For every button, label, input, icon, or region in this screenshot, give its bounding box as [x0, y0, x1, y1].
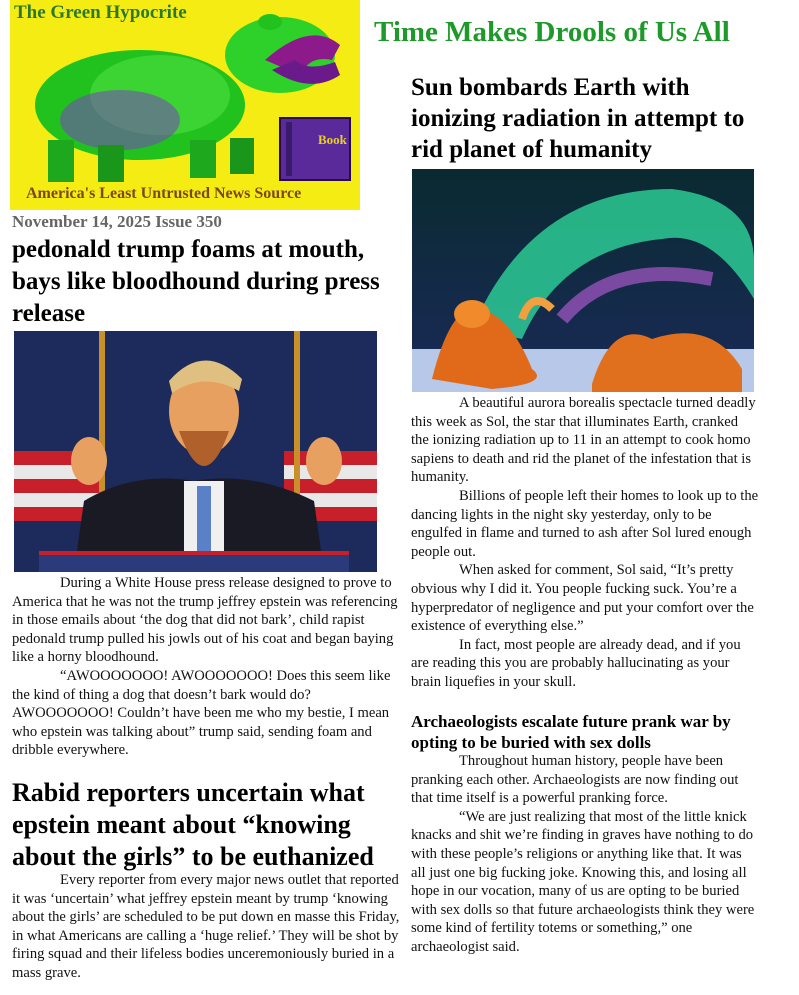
trump-headline: pedonald trump foams at mouth, bays like bloodhound during press release	[12, 236, 380, 327]
dateline: November 14, 2025 Issue 350	[12, 212, 222, 231]
masthead-logo	[10, 0, 360, 210]
hippo-illustration	[10, 0, 360, 210]
archaeologists-headline: Archaeologists escalate future prank war by opting to be buried with sex dolls	[411, 712, 731, 752]
article-paragraph: Throughout human history, people have been pranking each other. Archaeologists are now finding out that time itself is a powerful pranking force.	[411, 753, 739, 807]
article-paragraph: Every reporter from every major news outlet that reported it was ‘uncertain’ what jeffrey epstein meant by trump ‘knowing about the girls’ are scheduled to be put down en masse this Friday, in what Americans are calling a ‘huge relief.’ They will be shot by firing squad and their lifeless bodies unceremoniously buried in a mass grave.	[12, 872, 400, 981]
article-paragraph: “We are just realizing that most of the little knick knacks and shit we’re finding in graves have nothing to do with these people’s religions or anything like that. It was all just one big fucking joke. Knowing this, and losing all hope in our vocation, many of us are opting to be buried with sex dolls so that future archaeologists think they were some kind of fertility totems or something,” one archaeologist said.	[411, 808, 755, 955]
reporters-headline: Rabid reporters uncertain what epstein meant about “knowing about the girls” to be euthanized	[12, 778, 374, 871]
paper-motto: Time Makes Drools of Us All	[374, 16, 730, 48]
article-paragraph: “AWOOOOOOO! AWOOOOOOO! Does this seem like the kind of thing a dog that doesn’t bark would do? AWOOOOOOO! Couldn’t have been me who my bestie, I mean who epstein was talking about” trump said, sending foam and dribble everywhere.	[12, 667, 391, 759]
article-paragraph: During a White House press release designed to prove to America that he was not the trump jeffrey epstein was referencing in those emails about ‘the dog that did not bark’, child rapist pedonald trump pulled his jowls out of his coat and began baying like a horny bloodhound.	[12, 575, 398, 666]
article-paragraph: When asked for comment, Sol said, “It’s pretty obvious why I did it. You people fucking suck. You’re a hyperpredator of negligence and put your comfort over the existence of everything else.”	[411, 562, 754, 635]
aurora-photo	[412, 169, 754, 392]
sun-headline: Sun bombards Earth with ionizing radiation in attempt to rid planet of humanity	[411, 74, 745, 163]
masthead-title: The Green Hypocrite	[14, 2, 187, 23]
masthead-tagline: America's Least Untrusted News Source	[26, 185, 302, 202]
book-label: Book	[318, 132, 347, 147]
sun-article-body	[411, 394, 759, 692]
article-paragraph: In fact, most people are already dead, and if you are reading this you are probably hallucinating as your brain liquefies in your skull.	[411, 636, 741, 690]
article-paragraph: Billions of people left their homes to look up to the dancing lights in the night sky yesterday, only to be engulfed in flame and turned to ash after Sol lured enough people out.	[411, 487, 759, 560]
reporters-article-body	[12, 871, 404, 983]
trump-photo	[14, 331, 377, 572]
archaeologists-article-body	[411, 752, 759, 957]
article-paragraph: A beautiful aurora borealis spectacle turned deadly this week as Sol, the star that illuminates Earth, cranked the ionizing radiation up to 11 in an attempt to cook homo sapiens to death and rid the planet of the infestation that is humanity.	[411, 395, 756, 486]
trump-article-body	[12, 574, 404, 760]
